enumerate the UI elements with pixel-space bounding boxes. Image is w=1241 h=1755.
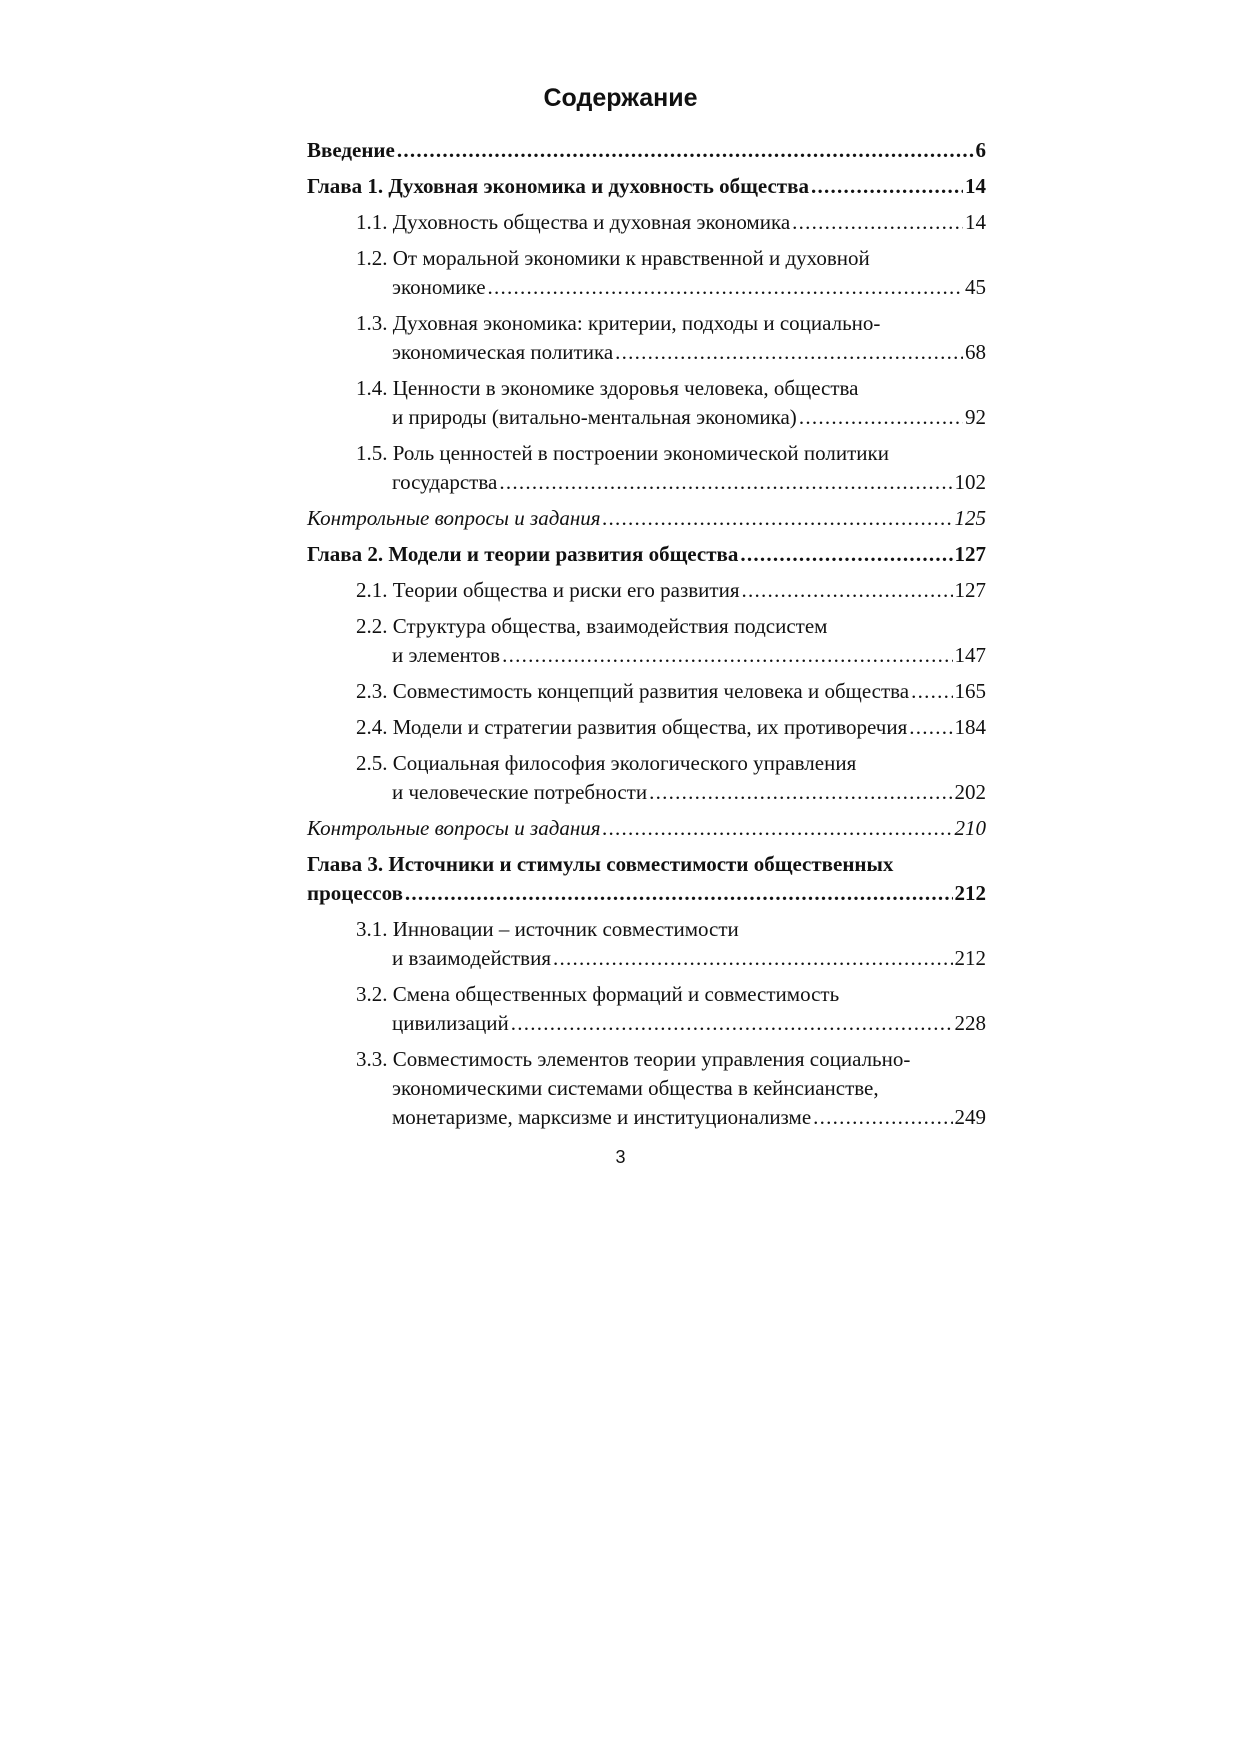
toc-entry (307, 749, 986, 807)
toc-entry-text: и природы (витально-ментальная экономика) (392, 405, 797, 429)
dot-leader (811, 172, 963, 201)
toc-entry-text: процессов (307, 881, 403, 905)
dot-leader (799, 403, 963, 432)
toc-page-ref: 212 (954, 881, 986, 905)
dot-leader (553, 944, 953, 973)
toc-entry-text: 1.5. Роль ценностей в построении экономической политики (356, 441, 889, 465)
toc-entry-text: 3.3. Совместимость элементов теории управления социально- (356, 1047, 911, 1071)
toc-page-ref: 125 (954, 506, 986, 530)
toc-entry (307, 915, 986, 973)
toc-page-ref: 45 (965, 275, 986, 299)
toc-entry (307, 439, 986, 497)
toc-page-ref: 184 (954, 715, 986, 739)
toc-entry (307, 244, 986, 302)
dot-leader (603, 814, 953, 843)
toc-entry (307, 504, 986, 533)
toc-page-ref: 14 (965, 174, 986, 198)
toc-page-ref: 6 (975, 138, 986, 162)
dot-leader (603, 504, 953, 533)
toc-entry-text: Введение (307, 138, 395, 162)
table-of-contents (307, 136, 986, 1139)
toc-entry-text: Глава 2. Модели и теории развития общества (307, 542, 739, 566)
page-title: Содержание (543, 84, 698, 112)
toc-entry (307, 1045, 986, 1132)
toc-entry-text: цивилизаций (392, 1011, 509, 1035)
dot-leader (792, 208, 963, 237)
toc-entry-text: 2.1. Теории общества и риски его развития (356, 578, 740, 602)
toc-entry-text: 3.1. Инновации – источник совместимости (356, 917, 739, 941)
toc-entry-text: 2.5. Социальная философия экологического управления (356, 751, 857, 775)
toc-entry-text: и элементов (392, 643, 501, 667)
toc-page-ref: 202 (954, 780, 986, 804)
toc-page-ref: 127 (954, 578, 986, 602)
toc-entry-text: экономическая политика (392, 340, 614, 364)
toc-entry (307, 713, 986, 742)
toc-entry (307, 576, 986, 605)
toc-page-ref: 165 (954, 679, 986, 703)
toc-entry-text: 1.1. Духовность общества и духовная экономика (356, 210, 791, 234)
toc-entry-text: государства (392, 470, 498, 494)
page-number: 3 (615, 1147, 626, 1167)
toc-entry-text: экономике (392, 275, 486, 299)
toc-entry-text: 1.3. Духовная экономика: критерии, подходы и социально- (356, 311, 881, 335)
toc-entry-text: Глава 3. Источники и стимулы совместимости общественных (307, 852, 894, 876)
toc-entry-text: и взаимодействия (392, 946, 551, 970)
toc-entry (307, 208, 986, 237)
toc-entry-text: 3.2. Смена общественных формаций и совместимость (356, 982, 840, 1006)
dot-leader (499, 468, 952, 497)
toc-entry-text: монетаризме, марксизме и институционализме (392, 1105, 812, 1129)
toc-page-ref: 127 (954, 542, 986, 566)
toc-page-ref: 92 (965, 405, 986, 429)
toc-entry-text: 2.3. Совместимость концепций развития человека и общества (356, 679, 910, 703)
toc-entry (307, 980, 986, 1038)
toc-page-ref: 212 (954, 946, 986, 970)
toc-page-ref: 102 (954, 470, 986, 494)
dot-leader (405, 879, 953, 908)
toc-page-ref: 249 (954, 1105, 986, 1129)
toc-page-ref: 68 (965, 340, 986, 364)
toc-entry-text: Контрольные вопросы и задания (307, 816, 601, 840)
toc-page-ref: 210 (954, 816, 986, 840)
toc-entry (307, 677, 986, 706)
toc-entry (307, 540, 986, 569)
toc-entry (307, 172, 986, 201)
toc-entry-text: 2.2. Структура общества, взаимодействия подсистем (356, 614, 828, 638)
dot-leader (502, 641, 952, 670)
toc-page-ref: 147 (954, 643, 986, 667)
toc-entry-text: Глава 1. Духовная экономика и духовность общества (307, 174, 809, 198)
toc-entry (307, 612, 986, 670)
dot-leader (911, 677, 952, 706)
toc-page-ref: 14 (965, 210, 986, 234)
dot-leader (615, 338, 963, 367)
toc-entry (307, 136, 986, 165)
dot-leader (511, 1009, 953, 1038)
dot-leader (813, 1103, 952, 1132)
toc-entry-text: экономическими системами общества в кейнсианстве, (392, 1076, 879, 1100)
toc-entry (307, 309, 986, 367)
toc-entry-text: и человеческие потребности (392, 780, 648, 804)
toc-entry-text: 1.2. От моральной экономики к нравственной и духовной (356, 246, 870, 270)
toc-entry (307, 374, 986, 432)
dot-leader (397, 136, 974, 165)
toc-entry (307, 814, 986, 843)
dot-leader (740, 540, 952, 569)
dot-leader (741, 576, 952, 605)
toc-entry-text: 1.4. Ценности в экономике здоровья человека, общества (356, 376, 859, 400)
toc-entry-text: 2.4. Модели и стратегии развития общества, их противоречия (356, 715, 908, 739)
dot-leader (909, 713, 952, 742)
dot-leader (488, 273, 963, 302)
toc-entry (307, 850, 986, 908)
dot-leader (649, 778, 952, 807)
toc-entry-text: Контрольные вопросы и задания (307, 506, 601, 530)
toc-page-ref: 228 (954, 1011, 986, 1035)
